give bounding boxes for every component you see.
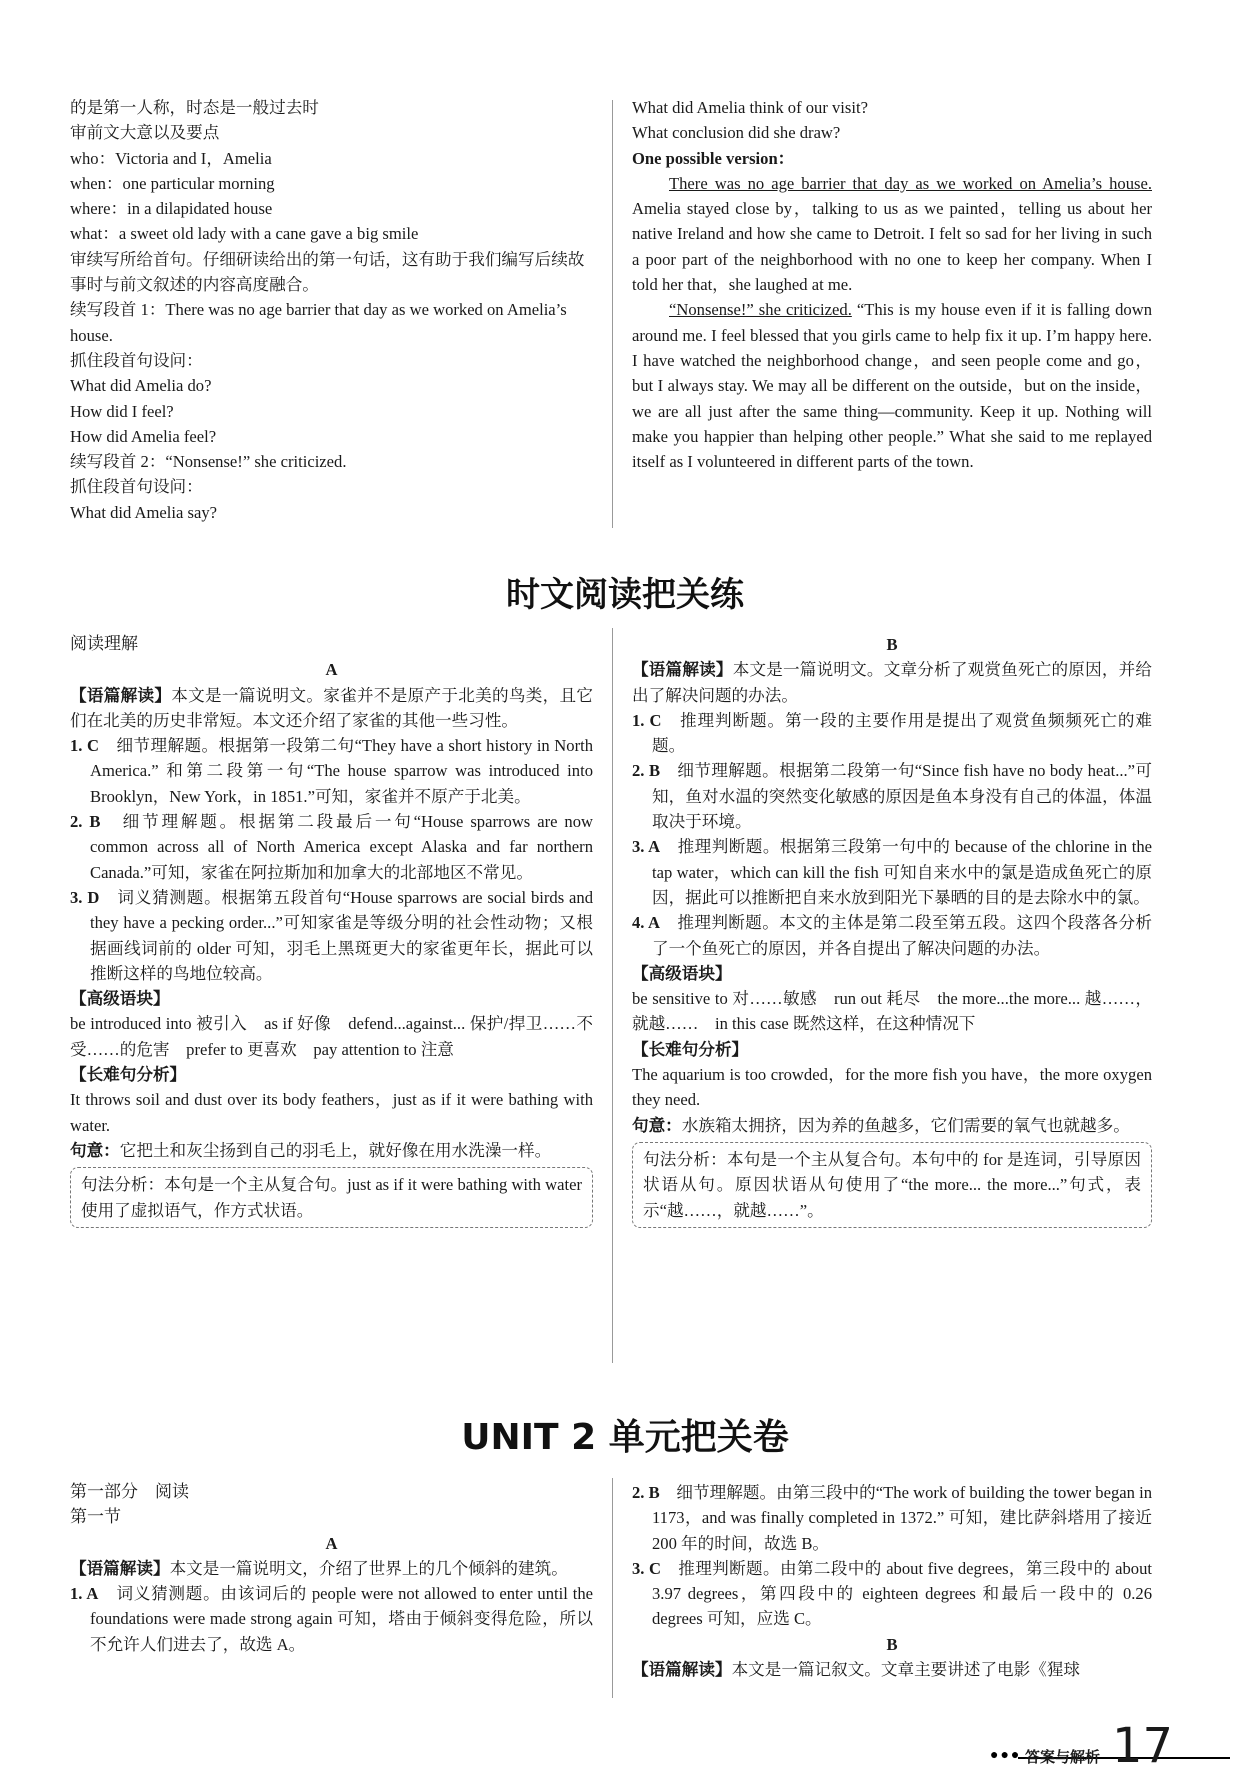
summary-text: 本文是一篇说明文。文章分析了观赏鱼死亡的原因，并给出了解决问题的办法。 <box>632 660 1153 705</box>
advanced-chunks-label: 【高级语块】 <box>632 963 732 983</box>
tag-label: 【语篇解读】 <box>70 685 172 705</box>
syntax-analysis-box: 句法分析：本句是一个主从复合句。本句中的 for 是连词，引导原因状语从句。原因状语从句使用了“the more... the more...”句式，表示“越……，就越……”。 <box>632 1142 1152 1228</box>
text-line: 抓住段首句设问： <box>70 477 203 497</box>
answer-text: 词义猜测题。由该词后的 people were not allowed to enter until the foundations were made strong again 可知，塔由于倾斜变得危险，所以不允许人们进去了，故选 A。 <box>90 1584 593 1654</box>
answer-text: 推理判断题。由第二段中的 about five degrees，第三段中的 about 3.97 degrees，第四段中的 eighteen degrees 和最后一段中的 0.26 degrees 可知，应选 C。 <box>652 1558 1152 1629</box>
text-line: who：Victoria and I，Amelia <box>70 148 272 168</box>
long-sentence: The aquarium is too crowded，for the more fish you have，the more oxygen they need. <box>632 1065 1152 1110</box>
summary-text: 本文是一篇记叙文。文章主要讲述了电影《猩球 <box>731 1660 1081 1680</box>
answer-number: 1. C <box>70 736 99 756</box>
version-paragraph-2 <box>632 297 1152 474</box>
sec2-left-column <box>70 1480 593 1657</box>
answer-number: 4. A <box>632 913 661 933</box>
meaning-text: 水族箱太拥挤，因为养的鱼越多，它们需要的氧气也就越多。 <box>681 1115 1130 1135</box>
sec1-left-column <box>70 632 593 1228</box>
answer-item <box>70 733 593 809</box>
summary-text: 本文是一篇说明文，介绍了世界上的几个倾斜的建筑。 <box>169 1558 568 1578</box>
answer-number: 2. B <box>632 761 661 781</box>
answer-text: 细节理解题。根据第二段第一句“Since fish have no body heat...”可知，鱼对水温的突然变化敏感的原因是鱼本身没有自己的体温，体温取决于环境。 <box>652 761 1152 832</box>
answer-text: 细节理解题。根据第一段第二句“They have a short history in North America.” 和第二段第一句“The house sparrow was introduced into Brooklyn，New York，in 1851.”可知，家雀并不原产于北美。 <box>90 736 594 806</box>
answer-item <box>70 885 593 986</box>
text-line: What did Amelia do? <box>70 376 212 396</box>
answer-text: 推理判断题。根据第三段第一句中的 because of the chlorine in the tap water，which can kill the fish 可知自来水中的氯是造成鱼死亡的原因，据此可以推断把自来水放到阳光下暴晒的目的是去除水中的氯。 <box>652 837 1152 907</box>
sentence-meaning <box>632 1113 1152 1138</box>
text-line: what：a sweet old lady with a cane gave a big smile <box>70 224 419 244</box>
underlined-opening: There was no age barrier that day as we worked on Amelia’s house. <box>669 173 1152 193</box>
answer-item <box>632 708 1152 759</box>
meaning-text: 它把土和灰尘扬到自己的羽毛上，就好像在用水洗澡一样。 <box>119 1140 552 1160</box>
answer-item <box>632 834 1152 910</box>
text-line: where：in a dilapidated house <box>70 199 273 219</box>
text-line: 续写段首 2：“Nonsense!” she criticized. <box>70 452 347 472</box>
answer-number: 2. B <box>70 812 101 832</box>
paragraph-text: Amelia stayed close by，talking to us as we painted，telling us about her native Ireland and how she came to Detroit. I felt so sad for her living in such a poor part of the neighborhood with no one to keep her company. When I told her that，she laughed at me. <box>632 199 1152 295</box>
text-line: What did Amelia say? <box>70 502 217 522</box>
sentence-meaning <box>70 1138 593 1163</box>
long-sentence: It throws soil and dust over its body feathers，just as if it were bathing with water. <box>70 1090 593 1135</box>
question-line: What conclusion did she draw? <box>632 123 841 143</box>
sec1-right-column <box>632 632 1152 1228</box>
answer-text: 推理判断题。本文的主体是第二段至第五段。这四个段落各分析了一个鱼死亡的原因，并各自提出了解决问题的办法。 <box>652 913 1153 958</box>
answer-number: 3. A <box>632 837 661 857</box>
column-divider-bottom <box>612 1478 613 1698</box>
sec2-right-column <box>632 1480 1152 1682</box>
passage-label: A <box>325 660 338 680</box>
tag-label: 【语篇解读】 <box>632 660 733 680</box>
answer-item <box>632 910 1152 961</box>
section-title-unit-test: UNIT 2 单元把关卷 <box>461 1417 789 1458</box>
tag-label: 【语篇解读】 <box>632 1660 732 1680</box>
answer-number: 3. C <box>632 1558 661 1578</box>
text-line: 续写段首 1：There was no age barrier that day as we worked on Amelia’s house. <box>70 300 567 345</box>
advanced-chunks: be introduced into 被引入 as if 好像 defend...against... 保护/捍卫……不受……的危害 prefer to 更喜欢 pay attention to 注意 <box>70 1014 593 1059</box>
passage-label: A <box>325 1533 338 1553</box>
passage-summary <box>70 1556 593 1581</box>
passage-label: B <box>886 1634 898 1654</box>
text-line: 的是第一人称，时态是一般过去时 <box>70 98 319 117</box>
column-divider-mid <box>612 628 613 1363</box>
passage-summary <box>632 657 1152 708</box>
part-heading: 第一部分 阅读 <box>70 1482 189 1502</box>
paragraph-text: “This is my house even if it is falling down around me. I feel blessed that you girls came to help fix it up. I’m happy here. I have watched the neighborhood change，and seen people come and go，but I always stay. We may all be different on the outside，but on the inside，we are all just after the same thing—community. Keep it up. Nothing will make you happier than helping other people.” What she said to me replayed itself as I volunteered in different parts of the town. <box>632 300 1152 472</box>
syntax-analysis-box: 句法分析：本句是一个主从复合句。just as if it were bathing with water 使用了虚拟语气，作方式状语。 <box>70 1167 593 1228</box>
summary-text: 本文是一篇说明文。家雀并不是原产于北美的鸟类，且它们在北美的历史非常短。本文还介绍了家雀的其他一些习性。 <box>70 685 593 730</box>
passage-summary <box>70 683 593 734</box>
footer-dots: ●●● <box>990 1748 1022 1763</box>
underlined-opening: “Nonsense!” she criticized. <box>669 300 852 320</box>
answer-item <box>632 1480 1152 1556</box>
top-right-column <box>632 95 1152 474</box>
answer-item <box>632 1556 1152 1632</box>
meaning-label: 句意： <box>632 1115 682 1135</box>
column-divider-top <box>612 100 613 528</box>
version-paragraph-1 <box>632 171 1152 297</box>
page-number: 17 <box>1112 1718 1174 1774</box>
section-heading: 第一节 <box>70 1507 121 1528</box>
answer-text: 细节理解题。根据第二段最后一句“House sparrows are now common across all of North America except Alaska and far northern Canada.”可知，家雀在阿拉斯加和加拿大的北部地区不常见。 <box>90 812 593 882</box>
answer-item <box>70 809 593 885</box>
top-left-column <box>70 95 595 525</box>
advanced-chunks-label: 【高级语块】 <box>70 989 170 1009</box>
passage-summary <box>632 1657 1152 1682</box>
answer-number: 1. C <box>632 710 662 730</box>
long-sentence-label: 【长难句分析】 <box>632 1039 749 1059</box>
text-line: 审续写所给首句。仔细研读给出的第一句话，这有助于我们编写后续故事时与前文叙述的内容高度融合。 <box>70 249 585 295</box>
answer-number: 2. B <box>632 1483 660 1502</box>
text-line: How did I feel? <box>70 401 174 421</box>
tag-label: 【语篇解读】 <box>70 1558 170 1578</box>
answer-text: 细节理解题。由第三段中的“The work of building the tower began in 1173，and was finally completed in 1372.” 可知，建比萨斜塔用了接近 200 年的时间，故选 B。 <box>652 1483 1153 1553</box>
answer-text: 词义猜测题。根据第五段首句“House sparrows are social birds and they have a pecking order...”可知家雀是等级分明的社会性动物；又根据画线词前的 older 可知，羽毛上黑斑更大的家雀更年长，据此可以推断这样的鸟地位较高。 <box>90 887 594 983</box>
passage-label: B <box>886 635 898 654</box>
text-line: when：one particular morning <box>70 173 275 193</box>
section-title-reading-practice: 时文阅读把关练 <box>506 575 744 615</box>
footer-label: 答案与解析 <box>1025 1748 1101 1766</box>
reading-heading: 阅读理解 <box>70 634 138 654</box>
meaning-label: 句意： <box>70 1140 120 1160</box>
answer-text: 推理判断题。第一段的主要作用是提出了观赏鱼频频死亡的难题。 <box>652 710 1153 756</box>
advanced-chunks: be sensitive to 对……敏感 run out 耗尽 the more...the more... 越……，就越…… in this case 既然这样，在这种情况下 <box>632 989 1152 1034</box>
answer-number: 1. A <box>70 1584 99 1604</box>
text-line: 审前文大意以及要点 <box>70 123 220 143</box>
long-sentence-label: 【长难句分析】 <box>70 1065 187 1085</box>
answer-number: 3. D <box>70 887 100 907</box>
text-line: 抓住段首句设问： <box>70 350 203 370</box>
answer-item <box>632 758 1152 834</box>
version-label: One possible version： <box>632 148 795 168</box>
answer-item <box>70 1581 593 1657</box>
text-line: How did Amelia feel? <box>70 426 217 446</box>
question-line: What did Amelia think of our visit? <box>632 98 868 117</box>
